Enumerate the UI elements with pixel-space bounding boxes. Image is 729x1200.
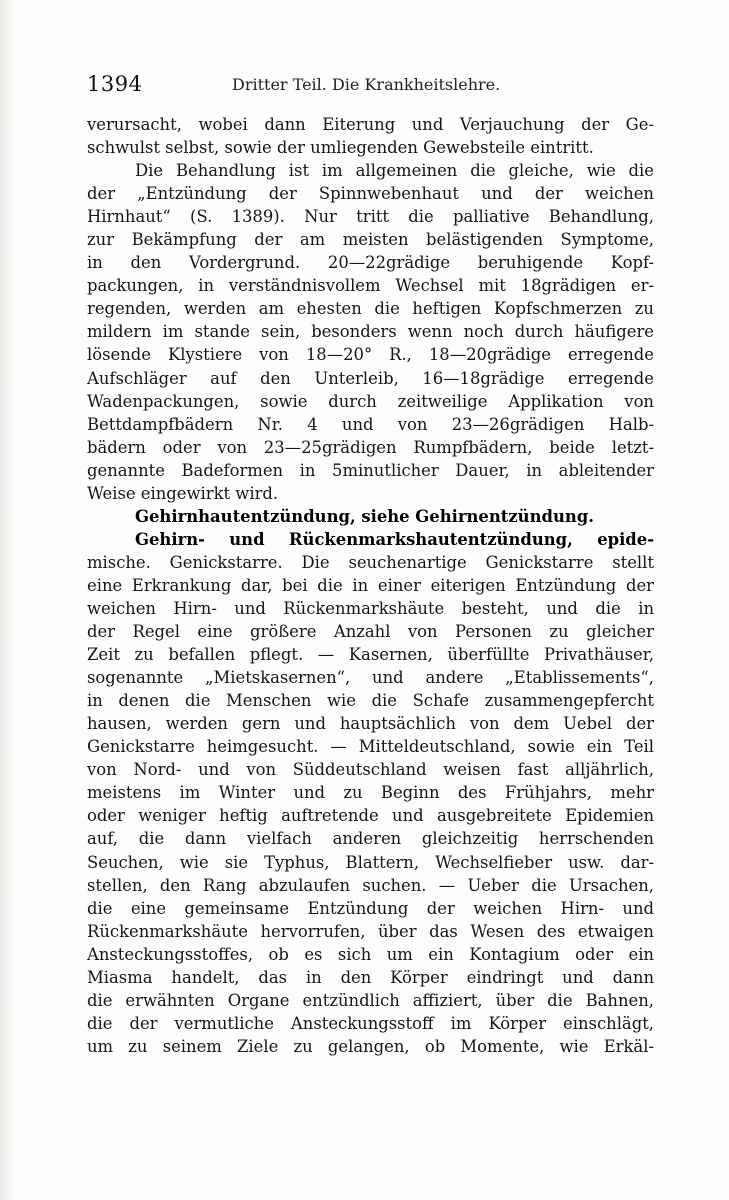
page-header [87, 72, 657, 102]
text-line: Ansteckungsstoffes, ob es sich um ein Kontagium oder ein [87, 944, 654, 964]
text-line: um zu seinem Ziele zu gelangen, ob Momente, wie Erkäl- [87, 1036, 654, 1056]
text-line: mische. Genickstarre. Die seuchenartige Genickstarre stellt [87, 552, 654, 572]
text-line: lösende Klystiere von 18—20° R., 18—20grädige erregende [87, 345, 654, 365]
text-line: Wadenpackungen, sowie durch zeitweilige Applikation von [87, 391, 654, 411]
text-line: Genickstarre heimgesucht. — Mitteldeutschland, sowie ein Teil [87, 737, 654, 757]
text-line: stellen, den Rang abzulaufen suchen. — Ueber die Ursachen, [87, 875, 654, 895]
body-text [87, 113, 654, 1058]
text-line: Aufschläger auf den Unterleib, 16—18grädige erregende [87, 368, 654, 388]
text-line: Zeit zu befallen pflegt. — Kasernen, überfüllte Privathäuser, [87, 645, 654, 665]
page-gutter-shadow [0, 0, 14, 1200]
text-line: Gehirnhautentzündung, siehe Gehirnentzündung. [135, 506, 594, 526]
text-line: die der vermutliche Ansteckungsstoff im Körper einschlägt, [87, 1013, 654, 1033]
text-line: von Nord- und von Süddeutschland weisen fast alljährlich, [87, 760, 654, 780]
text-line: weichen Hirn- und Rückenmarkshäute besteht, und die in [87, 598, 654, 618]
text-line: verursacht, wobei dann Eiterung und Verjauchung der Ge- [87, 115, 654, 134]
text-line: in denen die Menschen wie die Schafe zusammengepfercht [87, 691, 654, 711]
text-line: bädern oder von 23—25grädigen Rumpfbädern, beide letzt- [87, 437, 654, 457]
text-line: Miasma handelt, das in den Körper eindringt und dann [87, 967, 654, 987]
text-line: der „Entzündung der Spinnwebenhaut und der weichen [87, 184, 654, 204]
text-line: schwulst selbst, sowie der umliegenden Gewebsteile eintritt. [87, 138, 594, 158]
text-line: Rückenmarkshäute hervorrufen, über das Wesen des etwaigen [87, 921, 654, 941]
text-line: der Regel eine größere Anzahl von Personen zu gleicher [87, 622, 654, 642]
text-line: Seuchen, wie sie Typhus, Blattern, Wechselfieber usw. dar- [87, 852, 654, 872]
text-line: Bettdampfbädern Nr. 4 und von 23—26grädigen Halb- [87, 414, 654, 434]
text-line: die erwähnten Organe entzündlich affiziert, über die Bahnen, [87, 990, 654, 1010]
text-line: Die Behandlung ist im allgemeinen die gleiche, wie die [135, 161, 654, 181]
text-line: oder weniger heftig auftretende und ausgebreitete Epidemien [87, 806, 654, 826]
text-line: sogenannte „Mietskasernen“, und andere „Etablissements“, [87, 668, 654, 688]
running-head: Dritter Teil. Die Krankheitslehre. [232, 75, 501, 94]
text-line: mildern im stande sein, besonders wenn noch durch häufigere [87, 322, 654, 342]
text-line: in den Vordergrund. 20—22grädige beruhigende Kopf- [87, 253, 654, 273]
text-line: eine Erkrankung dar, bei die in einer eiterigen Entzündung der [87, 575, 654, 595]
text-line: Weise eingewirkt wird. [87, 483, 279, 503]
text-line: Hirnhaut“ (S. 1389). Nur tritt die palliative Behandlung, [87, 207, 654, 227]
text-line: regenden, werden am ehesten die heftigen Kopfschmerzen zu [87, 299, 654, 319]
text-line: zur Bekämpfung der am meisten belästigenden Symptome, [87, 230, 654, 250]
text-line: die eine gemeinsame Entzündung der weichen Hirn- und [87, 898, 654, 918]
text-line: genannte Badeformen in 5minutlicher Dauer, in ableitender [87, 460, 654, 480]
page-number: 1394 [87, 72, 143, 96]
text-line: hausen, werden gern und hauptsächlich von dem Uebel der [87, 714, 654, 734]
text-line: meistens im Winter und zu Beginn des Frühjahrs, mehr [87, 783, 654, 803]
text-line: auf, die dann vielfach anderen gleichzeitig herrschenden [87, 829, 654, 849]
text-line: Gehirn- und Rückenmarkshautentzündung, epide- [135, 529, 654, 549]
text-line: packungen, in verständnisvollem Wechsel mit 18grädigen er- [87, 276, 654, 296]
